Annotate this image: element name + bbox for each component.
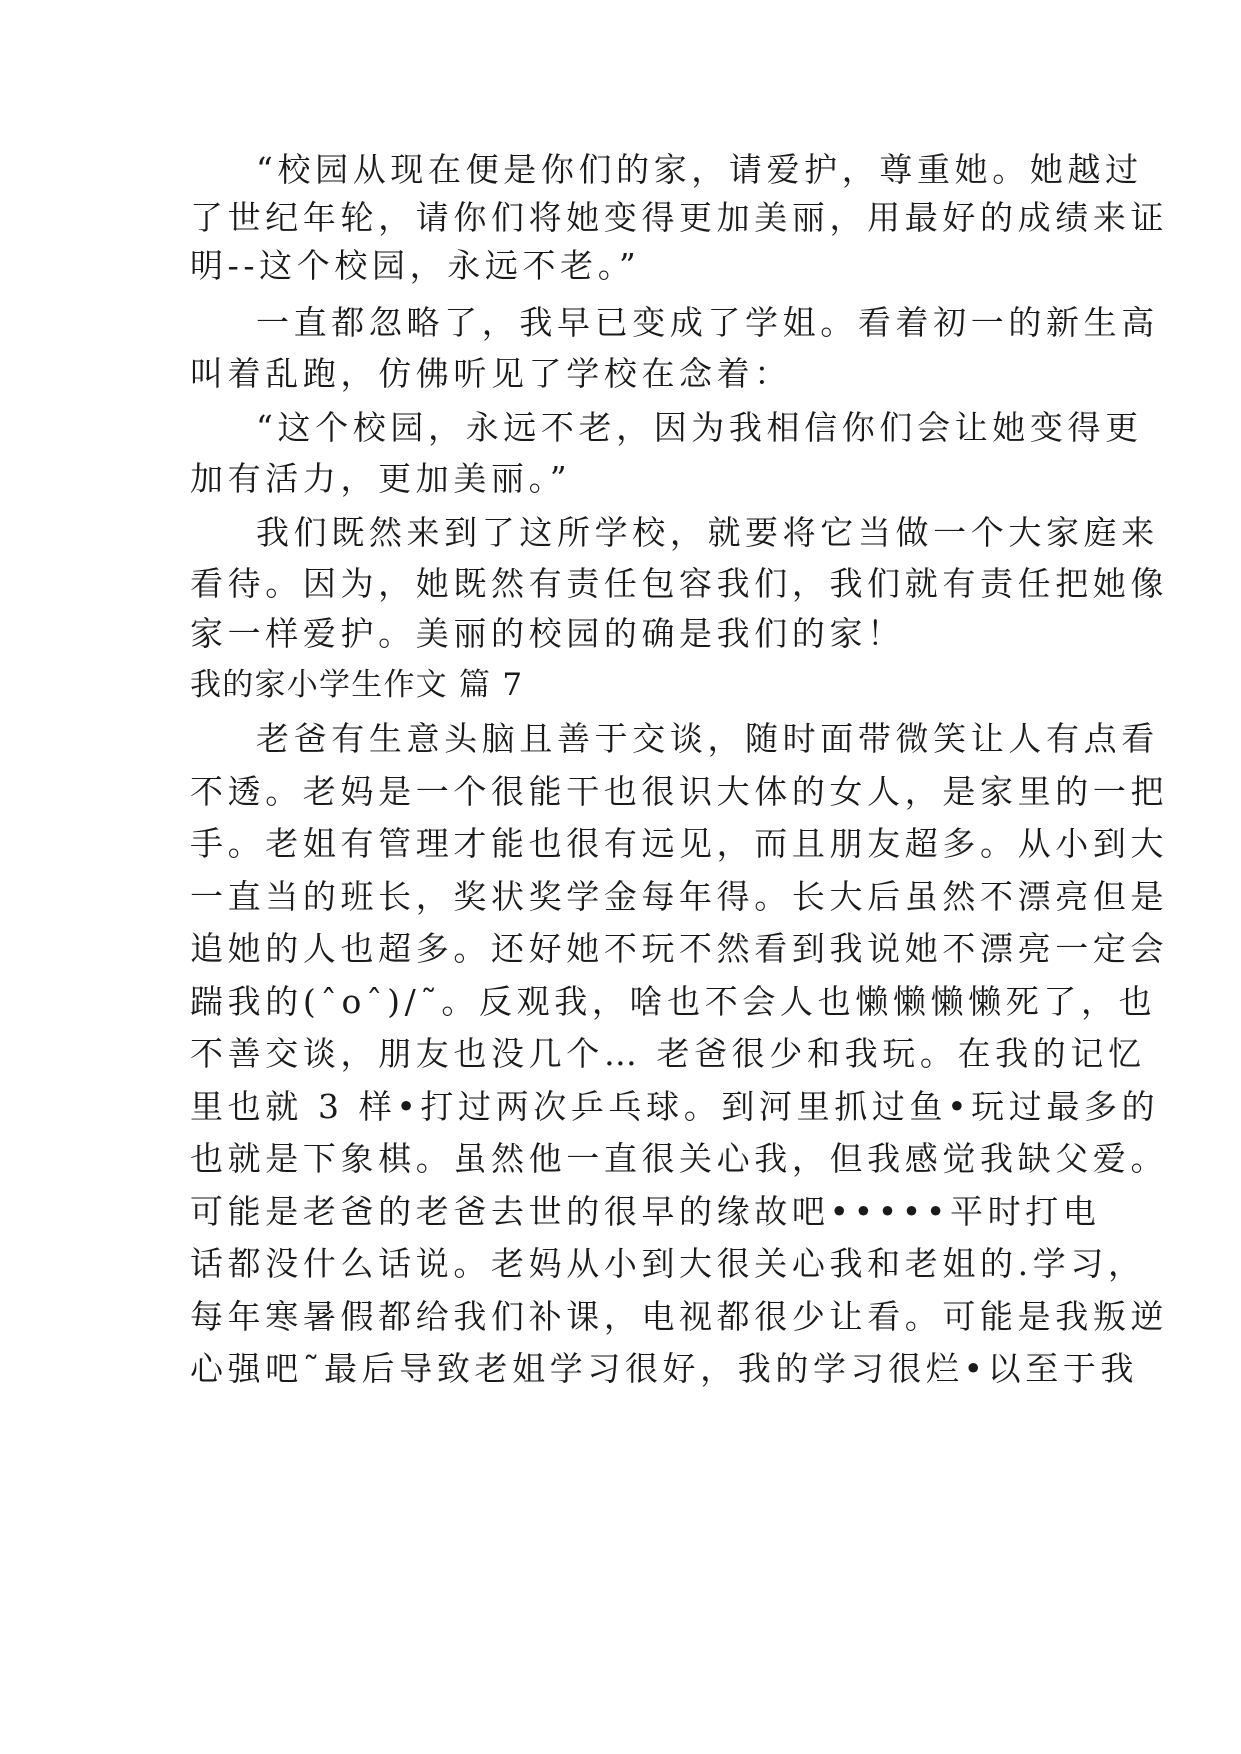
paragraph-line: 里也就 3 样•打过两次乒乓球。到河里抓过鱼•玩过最多的 bbox=[190, 1087, 1160, 1126]
paragraph-line: 每年寒暑假都给我们补课，电视都很少让看。可能是我叛逆 bbox=[190, 1297, 1169, 1336]
paragraph-line: 叫着乱跑，仿佛听见了学校在念着： bbox=[190, 354, 792, 393]
paragraph-line: 话都没什么话说。老妈从小到大很关心我和老姐的.学习， bbox=[190, 1244, 1146, 1283]
paragraph-line: 可能是老爸的老爸去世的很早的缘故吧•••••平时打电 bbox=[190, 1192, 1101, 1231]
section-heading: 我的家小学生作文 篇 7 bbox=[190, 667, 524, 703]
paragraph-line: 我们既然来到了这所学校，就要将它当做一个大家庭来 bbox=[256, 513, 1159, 552]
paragraph-line: 不善交谈，朋友也没几个… 老爸很少和我玩。在我的记忆 bbox=[190, 1034, 1146, 1073]
paragraph-line: 明--这个校园，永远不老。” bbox=[190, 246, 641, 285]
paragraph-line: 加有活力，更加美丽。” bbox=[190, 459, 572, 498]
paragraph-line: “校园从现在便是你们的家，请爱护，尊重她。她越过 bbox=[256, 150, 1143, 189]
paragraph-line: 心强吧˜最后导致老姐学习很好，我的学习很烂•以至于我 bbox=[190, 1349, 1139, 1388]
paragraph-line: 踹我的(ˆoˆ)/˜。反观我，啥也不会人也懒懒懒懒死了，也 bbox=[190, 982, 1157, 1021]
paragraph-line: 老爸有生意头脑且善于交谈，随时面带微笑让人有点看 bbox=[256, 719, 1159, 758]
paragraph-line: 不透。老妈是一个很能干也很识大体的女人，是家里的一把 bbox=[190, 772, 1169, 811]
paragraph-line: 也就是下象棋。虽然他一直很关心我，但我感觉我缺父爱。 bbox=[190, 1139, 1169, 1178]
paragraph-line: 看待。因为，她既然有责任包容我们，我们就有责任把她像 bbox=[190, 564, 1169, 603]
paragraph-line: 一直当的班长，奖状奖学金每年得。长大后虽然不漂亮但是 bbox=[190, 877, 1169, 916]
paragraph-line: 追她的人也超多。还好她不玩不然看到我说她不漂亮一定会 bbox=[190, 929, 1169, 968]
paragraph-line: 手。老姐有管理才能也很有远见，而且朋友超多。从小到大 bbox=[190, 824, 1169, 863]
paragraph-line: 一直都忽略了，我早已变成了学姐。看着初一的新生高 bbox=[256, 303, 1159, 342]
paragraph-line: “这个校园，永远不老，因为我相信你们会让她变得更 bbox=[256, 408, 1143, 447]
paragraph-line: 了世纪年轮，请你们将她变得更加美丽，用最好的成绩来证 bbox=[190, 198, 1169, 237]
paragraph-line: 家一样爱护。美丽的校园的确是我们的家！ bbox=[190, 614, 905, 653]
